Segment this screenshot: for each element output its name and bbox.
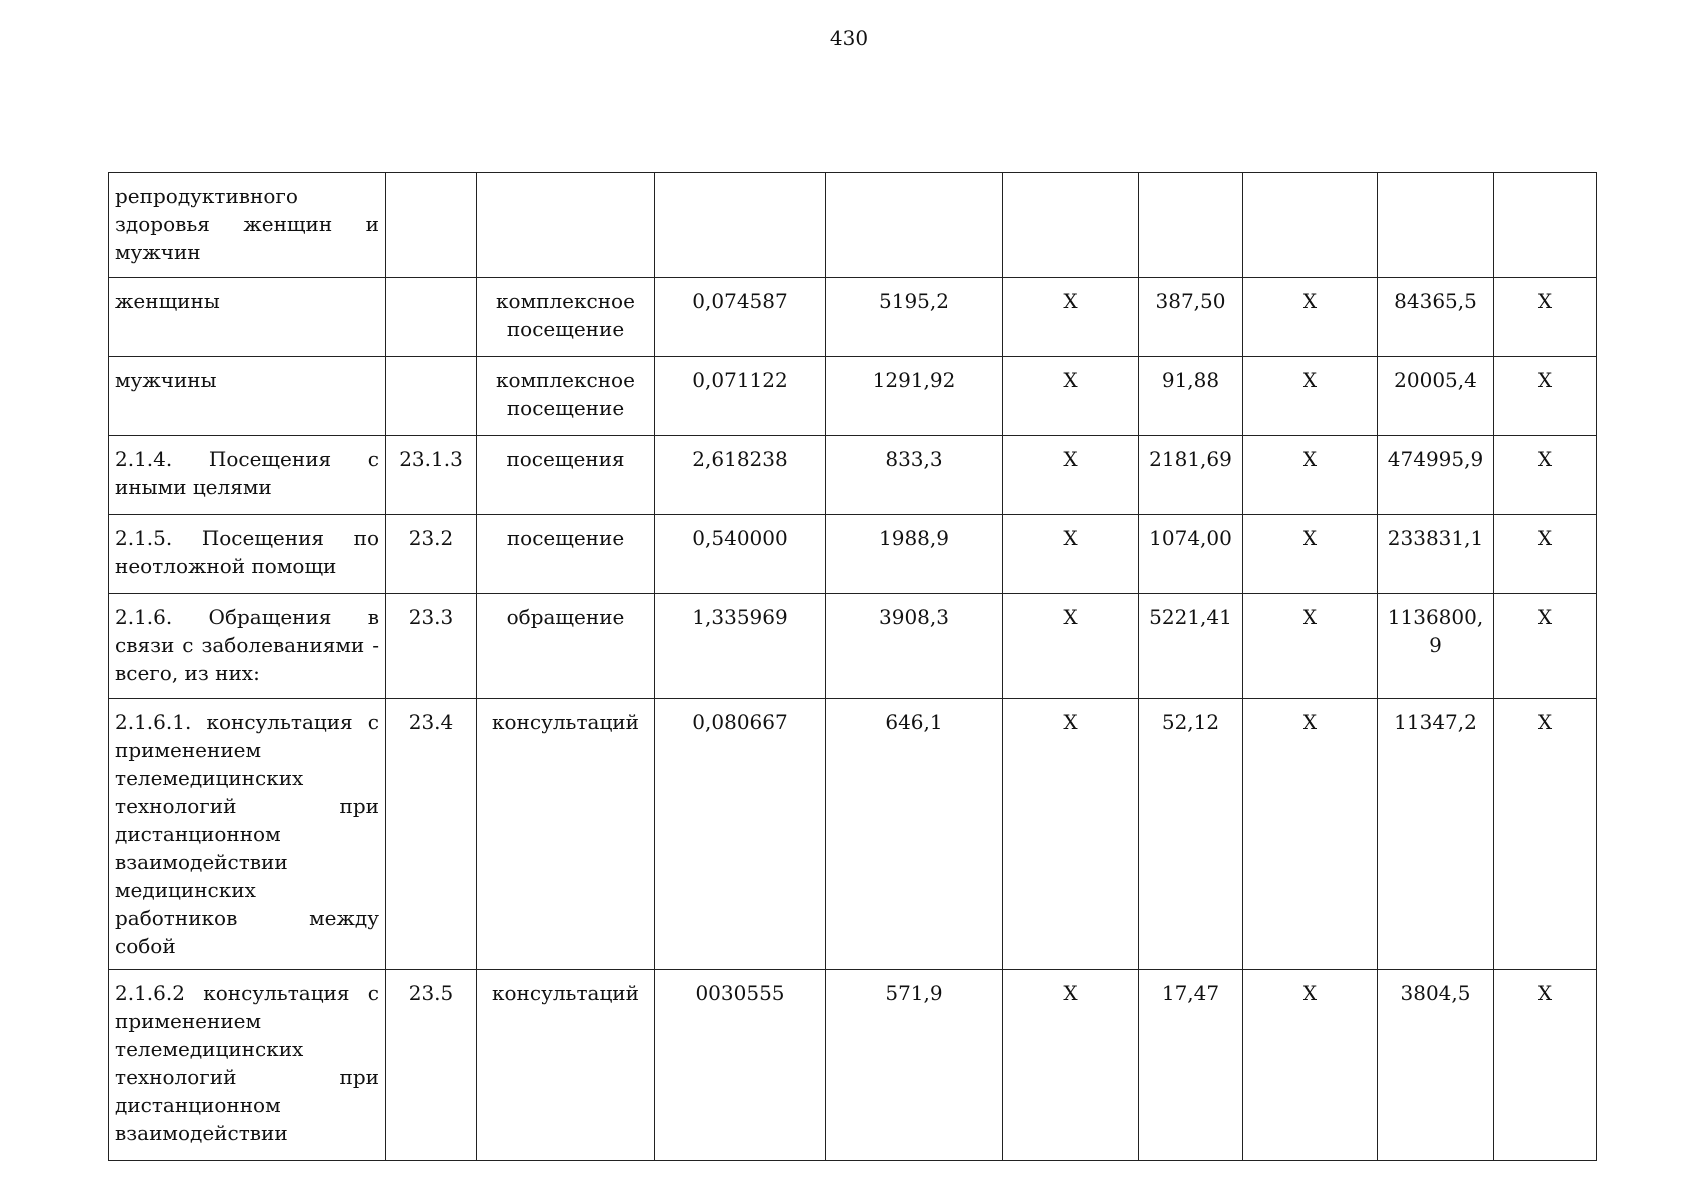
row-name: 2.1.6. Обращения в связи с заболеваниями - всего, из них: <box>109 594 386 699</box>
row-norm: 0,074587 <box>655 278 826 357</box>
row-total: 84365,5 <box>1378 278 1494 357</box>
row-value <box>1139 173 1243 278</box>
table-row <box>109 970 1597 1161</box>
row-code <box>386 357 477 436</box>
row-code: 23.1.3 <box>386 436 477 515</box>
row-code: 23.4 <box>386 699 477 970</box>
row-x1: Х <box>1003 515 1139 594</box>
row-x3: Х <box>1494 278 1597 357</box>
row-cost <box>826 173 1003 278</box>
row-norm <box>655 173 826 278</box>
row-value: 1074,00 <box>1139 515 1243 594</box>
row-x2: Х <box>1243 357 1378 436</box>
row-unit: посещение <box>477 515 655 594</box>
row-x2: Х <box>1243 970 1378 1161</box>
row-cost: 5195,2 <box>826 278 1003 357</box>
row-x3: Х <box>1494 357 1597 436</box>
row-name: женщины <box>109 278 386 357</box>
row-x3: Х <box>1494 594 1597 699</box>
row-norm: 0,071122 <box>655 357 826 436</box>
row-x1: Х <box>1003 594 1139 699</box>
row-norm: 0,540000 <box>655 515 826 594</box>
row-x2: Х <box>1243 699 1378 970</box>
row-name: мужчины <box>109 357 386 436</box>
row-cost: 1988,9 <box>826 515 1003 594</box>
row-x2: Х <box>1243 515 1378 594</box>
row-x2: Х <box>1243 436 1378 515</box>
table-row <box>109 699 1597 970</box>
row-x2: Х <box>1243 594 1378 699</box>
table-row <box>109 357 1597 436</box>
row-code: 23.2 <box>386 515 477 594</box>
row-x1 <box>1003 173 1139 278</box>
row-value: 52,12 <box>1139 699 1243 970</box>
row-code <box>386 173 477 278</box>
row-code <box>386 278 477 357</box>
row-total: 1136800,9 <box>1378 594 1494 699</box>
row-unit: комплексное посещение <box>477 357 655 436</box>
row-x1: Х <box>1003 970 1139 1161</box>
row-cost: 3908,3 <box>826 594 1003 699</box>
row-value: 17,47 <box>1139 970 1243 1161</box>
row-value: 387,50 <box>1139 278 1243 357</box>
row-value: 5221,41 <box>1139 594 1243 699</box>
row-norm: 0030555 <box>655 970 826 1161</box>
row-total: 233831,1 <box>1378 515 1494 594</box>
row-cost: 571,9 <box>826 970 1003 1161</box>
row-name: 2.1.6.1. консультация с применением телемедицинских технологий при дистанционном взаимодействии медицинских работников между собой <box>109 699 386 970</box>
row-x3: Х <box>1494 699 1597 970</box>
row-x3: Х <box>1494 515 1597 594</box>
row-x1: Х <box>1003 436 1139 515</box>
row-unit <box>477 173 655 278</box>
row-norm: 0,080667 <box>655 699 826 970</box>
row-x2: Х <box>1243 278 1378 357</box>
table-row <box>109 173 1597 278</box>
row-total <box>1378 173 1494 278</box>
table-row <box>109 278 1597 357</box>
row-norm: 2,618238 <box>655 436 826 515</box>
row-unit: посещения <box>477 436 655 515</box>
row-unit: комплексное посещение <box>477 278 655 357</box>
row-x1: Х <box>1003 699 1139 970</box>
row-unit: консультаций <box>477 970 655 1161</box>
table-row <box>109 594 1597 699</box>
row-cost: 1291,92 <box>826 357 1003 436</box>
table-row <box>109 436 1597 515</box>
row-name: репродуктивного здоровья женщин и мужчин <box>109 173 386 278</box>
row-value: 91,88 <box>1139 357 1243 436</box>
row-name: 2.1.4. Посещения с иными целями <box>109 436 386 515</box>
row-total: 3804,5 <box>1378 970 1494 1161</box>
page-number: 430 <box>829 26 869 50</box>
row-x3 <box>1494 173 1597 278</box>
row-unit: обращение <box>477 594 655 699</box>
row-x1: Х <box>1003 278 1139 357</box>
row-x3: Х <box>1494 970 1597 1161</box>
table-row <box>109 515 1597 594</box>
row-value: 2181,69 <box>1139 436 1243 515</box>
row-cost: 833,3 <box>826 436 1003 515</box>
row-total: 20005,4 <box>1378 357 1494 436</box>
row-x2 <box>1243 173 1378 278</box>
row-norm: 1,335969 <box>655 594 826 699</box>
row-code: 23.3 <box>386 594 477 699</box>
row-total: 474995,9 <box>1378 436 1494 515</box>
row-name: 2.1.6.2 консультация с применением телемедицинских технологий при дистанционном взаимодействии <box>109 970 386 1161</box>
row-cost: 646,1 <box>826 699 1003 970</box>
row-name: 2.1.5. Посещения по неотложной помощи <box>109 515 386 594</box>
data-table <box>108 172 1597 1161</box>
row-total: 11347,2 <box>1378 699 1494 970</box>
row-unit: консультаций <box>477 699 655 970</box>
row-x1: Х <box>1003 357 1139 436</box>
row-code: 23.5 <box>386 970 477 1161</box>
row-x3: Х <box>1494 436 1597 515</box>
